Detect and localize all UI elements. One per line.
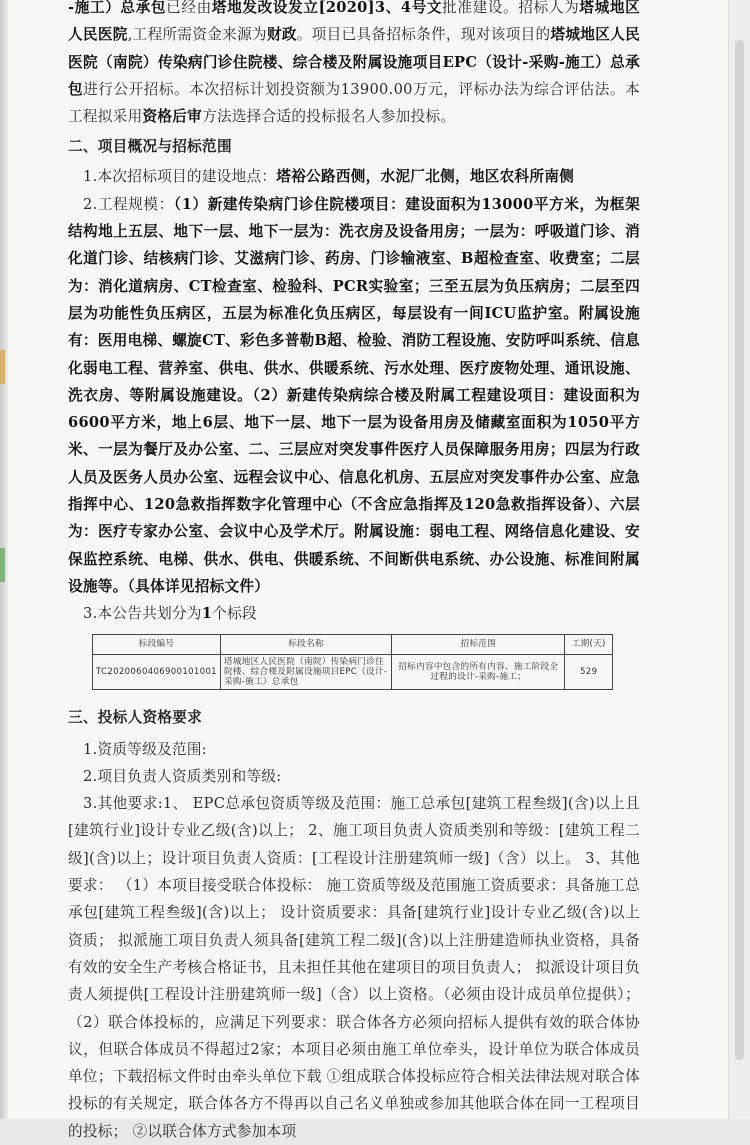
text-run: 2.工程规模： bbox=[83, 195, 174, 213]
bold-text-run: 财政 bbox=[266, 26, 297, 44]
table-header-cell: 招标范围 bbox=[392, 634, 565, 654]
section-heading: 三、投标人资格要求 bbox=[68, 708, 203, 726]
table-header-cell: 工期(天) bbox=[565, 634, 613, 654]
left-edge-mark bbox=[0, 350, 5, 384]
scrollbar-thumb[interactable] bbox=[735, 40, 744, 1060]
table-header-row bbox=[93, 634, 613, 654]
table-header-cell: 标段编号 bbox=[93, 634, 221, 654]
section-heading: 二、项目概况与招标范围 bbox=[68, 138, 232, 156]
vertical-scrollbar[interactable] bbox=[728, 0, 750, 1119]
text-run: 。项目已具备招标条件，现对该项目的 bbox=[296, 26, 551, 44]
qualification-item: 3.其他要求:1、 EPC总承包资质等级及范围：施工总承包[建筑工程叁级](含)以上且[建筑行业]设计专业乙级(含)以上； 2、施工项目负责人资质类别和等级：[建筑工程二级](含)以上；设计项目负责人资质：[工程设计注册建筑师一级]（含）以上。 3、其他要求： （1）本项目接受联合体投标： 施工资质等级及范围施工资质要求：具备施工总承包[建筑工程叁级](含)以上； 设计资质要求：具备[建筑行业]设计专业乙级(含)以上资质； 拟派施工项目负责人须具备[建筑工程二级](含)以上注册建造师执业资格，具备有效的安全生产考核合格证书，且未担任其他在建项目的项目负责人； 拟派设计项目负责人须提供[工程设计注册建筑师一级]（含）以上资格。（必须由设计成员单位提供）； （2）联合体投标的，应满足下列要求：联合体各方必须向招标人提供有效的联合体协议，但联合体成员不得超过2家；本项目必须由施工单位牵头，设计单位为联合体成员单位；下载招标文件时由牵头单位下载 ①组成联合体投标应符合相关法律法规对联合体投标的有关规定，联合体各方不得再以自己名义单独或参加其他联合体在同一工程项目的投标； ②以联合体方式参加本项 bbox=[68, 795, 640, 1140]
lot-number-cell: TC2020060406900101001 bbox=[93, 654, 221, 689]
lot-duration-cell: 529 bbox=[565, 654, 613, 689]
bold-text-run: -施工）总承包 bbox=[68, 0, 167, 16]
bold-text-run: 塔裕公路西侧，水泥厂北侧，地区农科所南侧 bbox=[276, 168, 575, 186]
bold-text-run: （1）新建传染病门诊住院楼项目：建设面积为13000平方米，为框架结构地上五层、地下一层、地下一层为：洗衣房及设备用房；一层为：呼吸道门诊、消化道门诊、结核病门诊、艾滋病门诊、药房、门诊输液室、B超检查室、收费室；二层为：消化道病房、CT检查室、检验科、PCR实验室；三至五层为负压病房；二层至四层为功能性负压病区，五层为标准化负压病区，每层设有一间ICU监护室。附属设施有：医用电梯、螺旋CT、彩色多普勒B超、检验、消防工程设施、安防呼叫系统、信息化弱电工程、营养室、供电、供水、供暖系统、污水处理、医疗废物处理、通讯设施、洗衣房、等附属设施建设。（2）新建传染病综合楼及附属工程建设项目：建设面积为6600平方米，地上6层、地下一层、地下一层为设备用房及储藏室面积为1050平方米、一层为餐厅及办公室、二、三层应对突发事件医疗人员保障服务用房；四层为行政人员及医务人员办公室、远程会议中心、信息化机房、五层应对突发事件办公室、应急指挥中心、120急救指挥数字化管理中心（不含应急指挥及120急救指挥设备）、六层为：医疗专家办公室、会议中心及学术厅。附属设施：弱电工程、网络信息化建设、安保监控系统、电梯、供水、供电、供暖系统、不间断供电系统、办公设施、标准间附属设施等。（具体详见招标文件） bbox=[68, 195, 640, 595]
lot-count-item bbox=[68, 600, 640, 627]
bid-lot-table bbox=[92, 634, 613, 690]
lot-scope-cell: 招标内容中包含的所有内容、施工阶段全过程的设计-采购-施工； bbox=[392, 654, 565, 689]
lot-name-cell: 塔城地区人民医院（南院）传染病门诊住院楼、综合楼及附属设施项目EPC（设计-采购-施工）总承包 bbox=[220, 654, 391, 689]
bold-text-run: 塔城地区人民医院（南院）传染病门诊住院楼、综合楼及附属设施项目EPC（设计-采购-施工）总承包 bbox=[68, 26, 640, 98]
qualification-item: 1.资质等级及范围: bbox=[83, 740, 207, 758]
text-run: 3.本公告共划分为 bbox=[83, 605, 202, 623]
left-window-edge bbox=[0, 0, 8, 1119]
bold-text-run: 1 bbox=[201, 605, 213, 623]
bold-text-run: 塔城地区人民医院 bbox=[68, 0, 640, 44]
bold-text-run: 塔地发改设发立[2020]3、4号文 bbox=[211, 0, 443, 16]
table-header-cell: 标段名称 bbox=[220, 634, 391, 654]
text-run: 进行公开招标。本次招标计划投资额为13900.00万元，评标办法为综合评估法。本工程拟采用 bbox=[68, 80, 640, 126]
bold-text-run: 资格后审 bbox=[142, 108, 203, 126]
text-run: 批准建设。招标人为 bbox=[442, 0, 580, 16]
text-run: 1.本次招标项目的建设地点： bbox=[83, 168, 277, 186]
text-run: 已经由 bbox=[166, 0, 212, 16]
text-run: 个标段 bbox=[212, 605, 257, 623]
document-content bbox=[68, 0, 640, 1145]
left-edge-mark bbox=[0, 548, 5, 582]
table-row bbox=[93, 654, 613, 689]
text-run: ,工程所需资金来源为 bbox=[127, 26, 267, 44]
text-run: 方法选择合适的投标报名人参加投标。 bbox=[202, 108, 456, 126]
qualification-item: 2.项目负责人资质类别和等级: bbox=[83, 767, 282, 785]
location-item bbox=[68, 163, 640, 190]
scale-item bbox=[68, 191, 640, 600]
intro-paragraph bbox=[68, 0, 640, 130]
